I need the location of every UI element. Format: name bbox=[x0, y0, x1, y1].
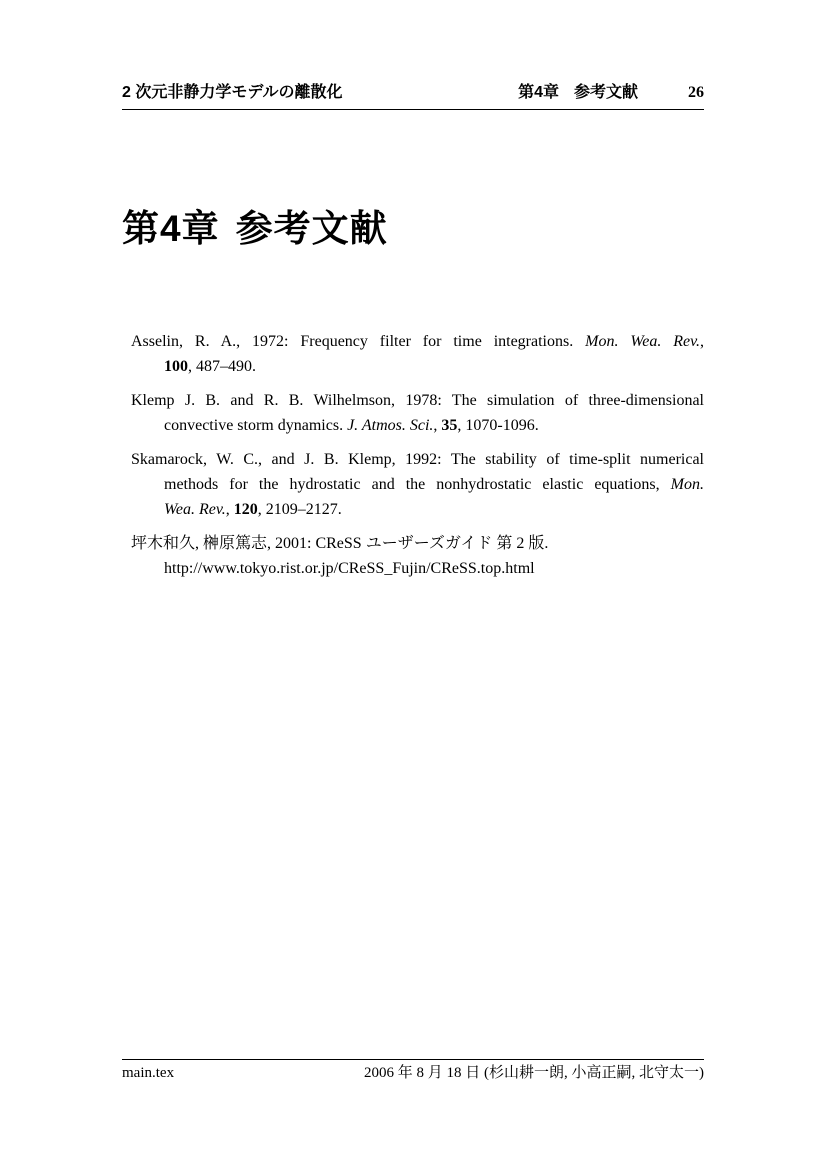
chapter-heading bbox=[122, 206, 388, 252]
header-rule bbox=[122, 109, 704, 110]
page-header bbox=[122, 83, 704, 103]
reference-line bbox=[131, 447, 704, 472]
reference-text-segment: 坪木和久, 榊原篤志, 2001: CReSS ユーザーズガイド 第 2 版. bbox=[131, 535, 549, 552]
reference-text-segment: , 1070-1096. bbox=[457, 417, 539, 434]
reference-text-segment: , 2109–2127. bbox=[257, 501, 342, 518]
reference-text-segment: Mon. Wea. Rev. bbox=[585, 333, 701, 350]
reference-text-segment: 120 bbox=[233, 501, 258, 518]
reference-line bbox=[164, 497, 704, 522]
reference-item bbox=[131, 531, 704, 581]
reference-line bbox=[164, 556, 704, 581]
header-right-group bbox=[518, 83, 704, 103]
reference-text-segment: Wea. Rev. bbox=[164, 501, 226, 518]
reference-text-segment: Mon. bbox=[670, 476, 704, 493]
page-footer bbox=[122, 1063, 704, 1083]
reference-item bbox=[131, 329, 704, 379]
footer-filename: main.tex bbox=[122, 1065, 175, 1081]
reference-line bbox=[164, 472, 704, 497]
reference-text-segment: Klemp J. B. and R. B. Wilhelmson, 1978: The simulation of three-dimensional bbox=[131, 392, 704, 409]
reference-line bbox=[164, 354, 704, 379]
reference-text-segment: J. Atmos. Sci. bbox=[347, 417, 434, 434]
reference-text-segment: Skamarock, W. C., and J. B. Klemp, 1992: The stability of time-split numerical bbox=[131, 451, 704, 468]
reference-text-segment: http://www.tokyo.rist.or.jp/CReSS_Fujin/CReSS.top.html bbox=[164, 560, 535, 577]
reference-text-segment: , bbox=[225, 501, 234, 518]
reference-line bbox=[131, 531, 704, 556]
reference-item bbox=[131, 388, 704, 438]
reference-text-segment: methods for the hydrostatic and the nonhydrostatic elastic equations, bbox=[164, 476, 671, 493]
reference-item bbox=[131, 447, 704, 522]
header-page-number: 26 bbox=[688, 84, 704, 101]
chapter-number-label: 第4章 bbox=[122, 208, 220, 249]
reference-text-segment: Asselin, R. A., 1972: Frequency filter for time integrations. bbox=[131, 333, 586, 350]
reference-text-segment: convective storm dynamics. bbox=[164, 417, 348, 434]
header-document-title: 2 次元非静力学モデルの離散化 bbox=[122, 84, 343, 101]
header-chapter-label: 第4章 bbox=[518, 84, 559, 101]
reference-text-segment: , bbox=[433, 417, 442, 434]
reference-text-segment: , bbox=[700, 333, 705, 350]
reference-line bbox=[164, 413, 704, 438]
footer-rule bbox=[122, 1059, 704, 1060]
reference-list bbox=[131, 329, 704, 590]
reference-text-segment: 100 bbox=[164, 358, 188, 375]
reference-text-segment: , 487–490. bbox=[188, 358, 256, 375]
reference-text-segment: 35 bbox=[441, 417, 458, 434]
chapter-title: 参考文献 bbox=[235, 208, 388, 249]
reference-line bbox=[131, 329, 704, 354]
header-chapter-title: 参考文献 bbox=[573, 84, 638, 101]
reference-line bbox=[131, 388, 704, 413]
footer-date-authors: 2006 年 8 月 18 日 (杉山耕一朗, 小高正嗣, 北守太一) bbox=[364, 1065, 704, 1081]
